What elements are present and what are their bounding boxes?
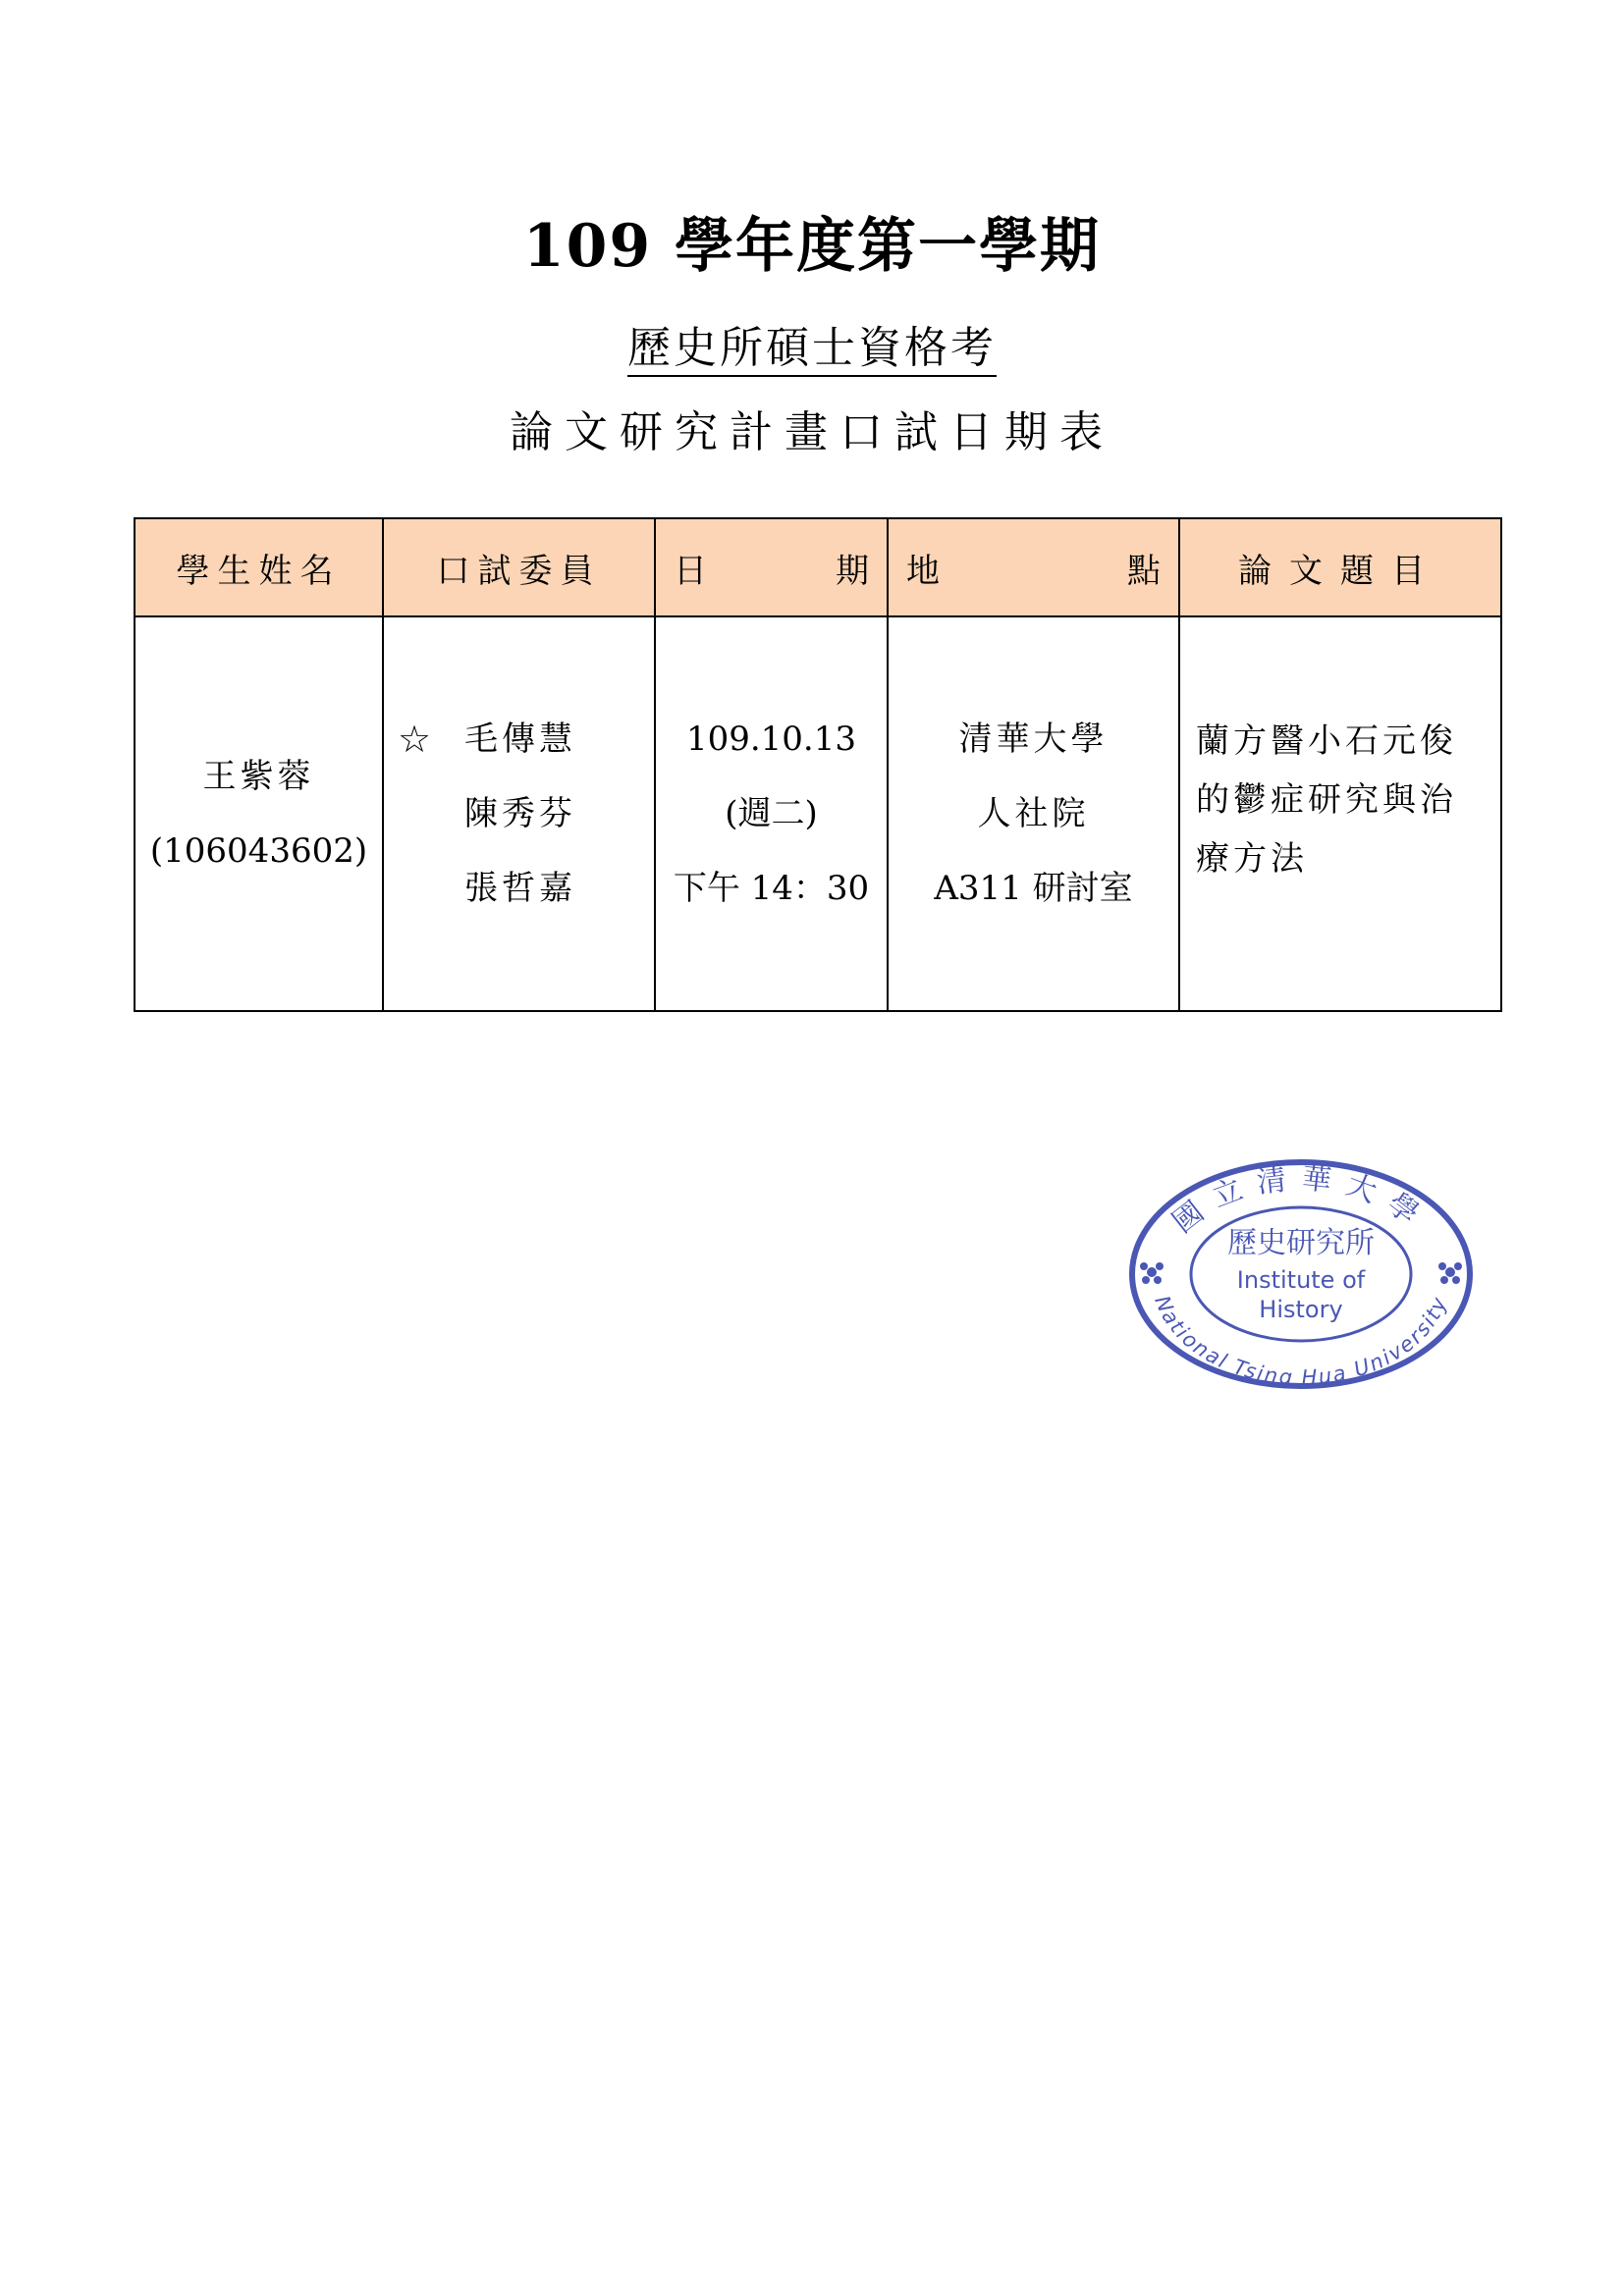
header-place-right: 點 (1127, 551, 1161, 591)
header-date-left: 日 (674, 551, 707, 591)
plum-blossom-icon-left (1140, 1262, 1164, 1284)
page-subtitle-secondary: 論文研究計畫口試日期表 (510, 407, 1114, 457)
page-subtitle (0, 312, 1624, 375)
header-committee: 口試委員 (383, 518, 655, 616)
table-row (135, 616, 1501, 1011)
cell-committee (383, 616, 655, 1011)
cell-topic (1179, 616, 1501, 1011)
place-line-3: A311 研討室 (934, 869, 1133, 908)
topic-line-1: 蘭方醫小石元俊 (1196, 721, 1457, 761)
table-header-row (135, 518, 1501, 616)
header-date-right: 期 (836, 551, 869, 591)
plum-blossom-icon-right (1438, 1262, 1462, 1284)
header-place (888, 518, 1179, 616)
header-date (655, 518, 888, 616)
committee-member-3: 張哲嘉 (464, 869, 576, 908)
header-student: 學生姓名 (135, 518, 383, 616)
committee-member-2: 陳秀芬 (464, 794, 576, 833)
page-title: 109 學年度第一學期 (522, 212, 1102, 281)
stamp-outer-top: 國立清華大學 (1165, 1160, 1436, 1241)
stamp-inner-zh: 歷史研究所 (1227, 1226, 1375, 1260)
exam-time: 下午 14：30 (673, 869, 870, 908)
student-name: 王紫蓉 (202, 757, 315, 796)
stamp-outer-bottom: National Tsing Hua University (1150, 1292, 1452, 1390)
topic-line-2: 的鬱症研究與治 (1196, 780, 1457, 820)
stamp-ink (1132, 1161, 1470, 1390)
header-place-left: 地 (906, 551, 940, 591)
stamp-inner-en-2: History (1259, 1296, 1343, 1323)
subtitle-text: 歷史所碩士資格考 (627, 323, 997, 377)
stamp-inner-en-1: Institute of (1236, 1266, 1366, 1294)
cell-date (655, 616, 888, 1011)
student-id: (106043602) (149, 831, 368, 871)
cell-student (135, 616, 383, 1011)
place-line-2: 人社院 (977, 794, 1090, 833)
committee-member-1: 毛傳慧 (464, 720, 576, 759)
schedule-table (134, 517, 1502, 1012)
topic-line-3: 療方法 (1196, 839, 1308, 879)
exam-weekday: (週二) (725, 794, 818, 833)
exam-date: 109.10.13 (685, 720, 857, 759)
header-topic: 論文題目 (1179, 518, 1501, 616)
star-icon: ☆ (398, 718, 432, 761)
cell-place (888, 616, 1179, 1011)
place-line-1: 清華大學 (958, 720, 1109, 759)
institute-seal-stamp (1124, 1154, 1478, 1395)
